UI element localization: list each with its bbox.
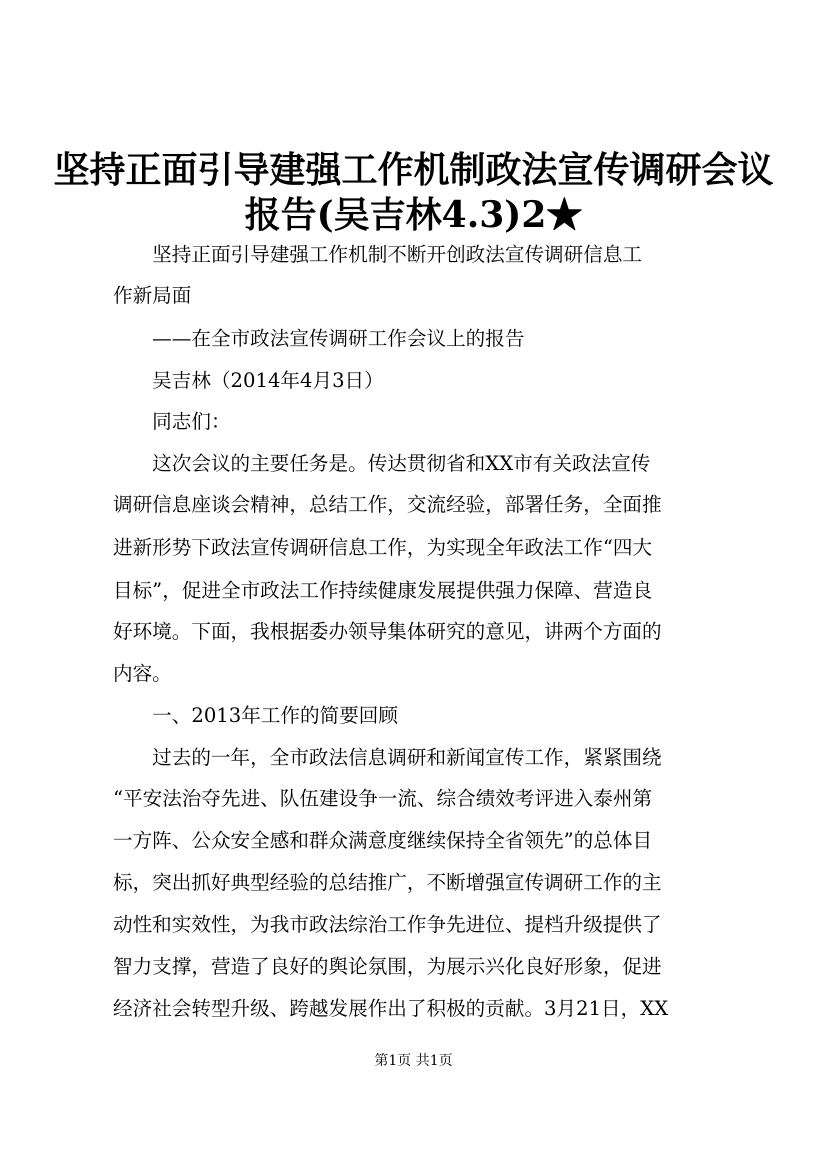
document-title-line-2: 报告(吴吉林4.3)2★ [244,194,583,236]
body-line: 过去的一年，全市政法信息调研和新闻宣传工作，紧紧围绕 [113,746,662,769]
body-line: “平安法治夺先进、队伍建设争一流、综合绩效考评进入泰州第 [113,787,653,810]
body-line: ——在全市政法宣传调研工作会议上的报告 [113,327,525,350]
page-footer: 第1页 共1页 [374,1053,453,1069]
body-line: 标，突出抓好典型经验的总结推广，不断增强宣传调研工作的主 [113,871,662,894]
body-line: 这次会议的主要任务是。传达贯彻省和XX市有关政法宣传 [113,452,651,475]
body-line: 调研信息座谈会精神，总结工作，交流经验，部署任务，全面推 [113,493,662,516]
body-line: 一方阵、公众安全感和群众满意度继续保持全省领先”的总体目 [113,829,653,852]
document-title-line-1: 坚持正面引导建强工作机制政法宣传调研会议 [53,149,774,191]
body-line: 作新局面 [113,284,192,307]
body-line: 内容。 [113,662,172,685]
body-line: 好环境。下面，我根据委办领导集体研究的意见，讲两个方面的 [113,620,662,643]
body-line: 目标”，促进全市政法工作持续健康发展提供强力保障、营造良 [113,579,653,602]
body-line: 同志们： [113,410,231,433]
body-line: 动性和实效性，为我市政法综治工作争先进位、提档升级提供了 [113,913,662,936]
body-line: 坚持正面引导建强工作机制不断开创政法宣传调研信息工 [113,243,643,266]
body-line: 进新形势下政法宣传调研信息工作，为实现全年政法工作“四大 [113,536,653,559]
body-line: 智力支撑，营造了良好的舆论氛围，为展示兴化良好形象，促进 [113,955,662,978]
body-line: 吴吉林（2014年4月3日） [113,369,384,392]
body-line: 经济社会转型升级、跨越发展作出了积极的贡献。3月21日，XX [113,997,669,1020]
section-heading: 一、2013年工作的简要回顾 [113,704,398,727]
